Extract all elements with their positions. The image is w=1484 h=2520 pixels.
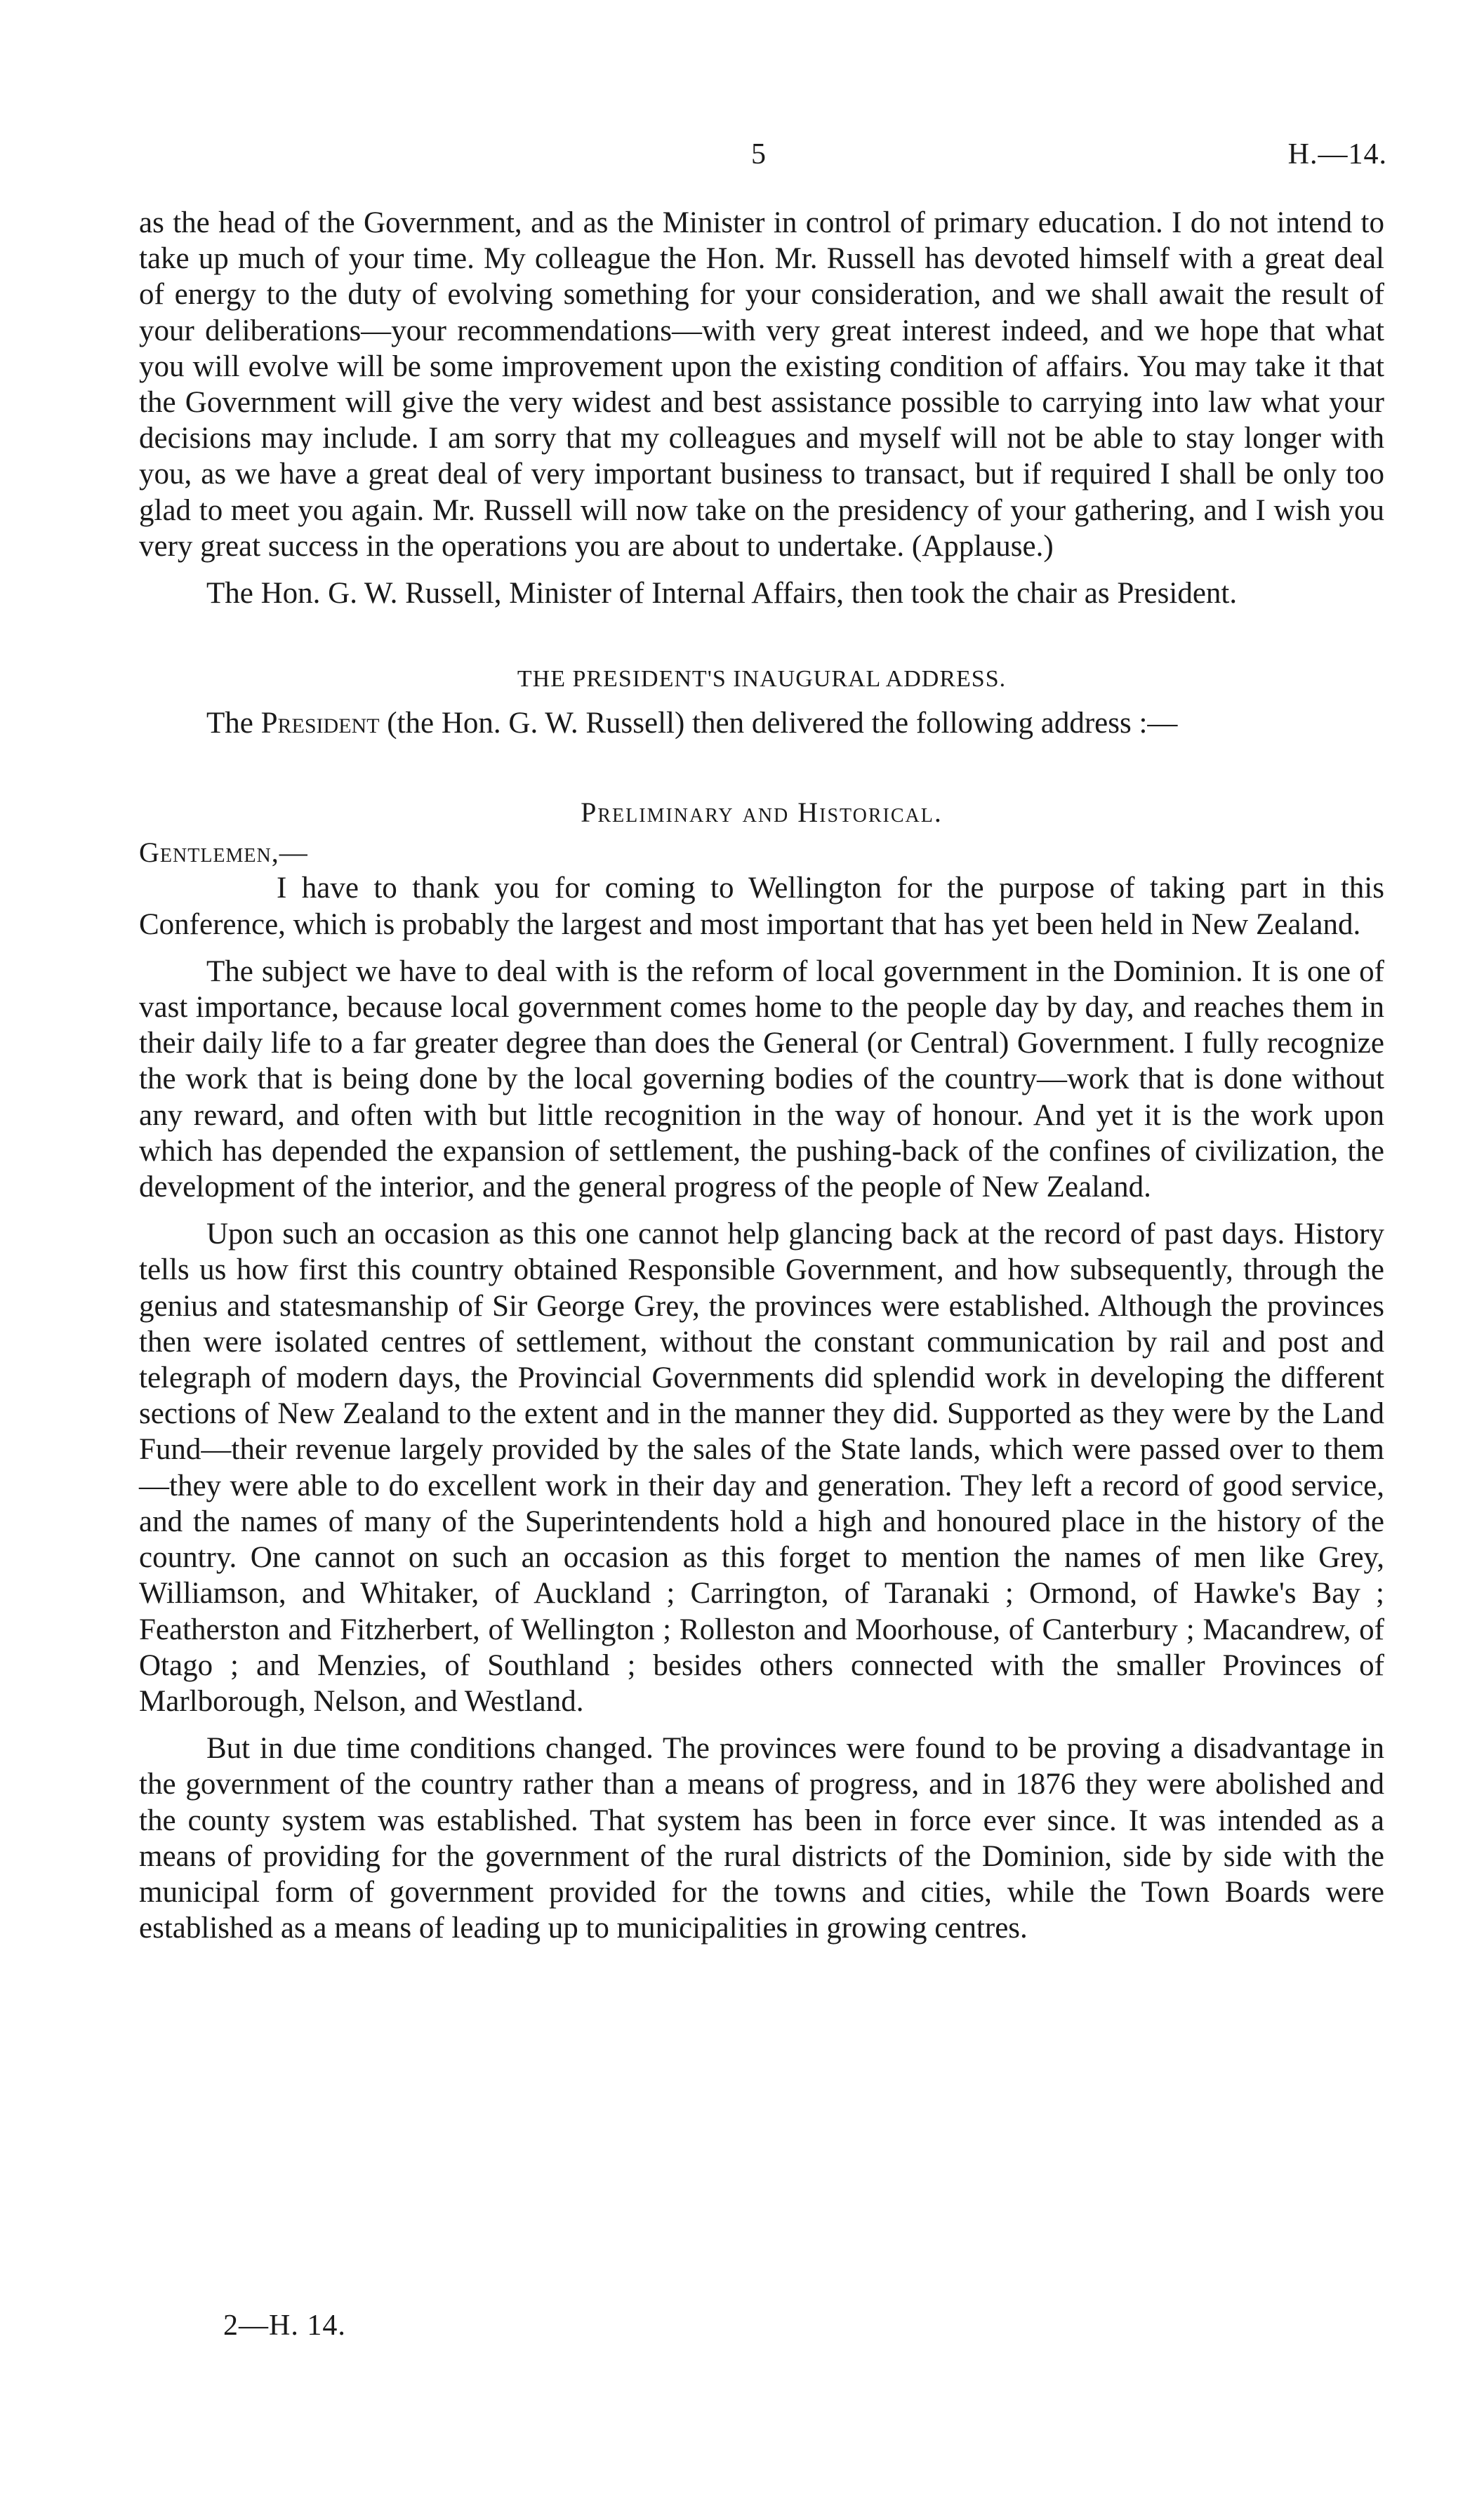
footer-signature: 2—H. 14. <box>223 2309 346 2342</box>
paragraph-history: Upon such an occasion as this one cannot help glancing back at the record of past days. History tells us how first this country obtained Responsible Government, and how subsequently, through the genius and statesmanship of Sir George Grey, the provinces were established. Although the provinces then were isolated centres of settlement, without the constant communication by rail and post and telegraph of modern days, the Provincial Governments did splendid work in developing the different sections of New Zealand to the extent and in the manner they did. Supported as they were by the Land Fund—their revenue largely provided by the sales of the State lands, which were passed over to them—they were able to do excellent work in their day and generation. They left a record of good service, and the names of many of the Superintendents hold a high and honoured place in the history of the country. One cannot on such an occasion as this forget to mention the names of men like Grey, Williamson, and Whitaker, of Auckland ; Carrington, of Taranaki ; Ormond, of Hawke's Bay ; Featherston and Fitzherbert, of Wellington ; Rolleston and Moorhouse, of Canterbury ; Macandrew, of Otago ; and Menzies, of Southland ; besides others connected with the smaller Provinces of Marlborough, Nelson, and Westland. <box>139 1218 1384 1718</box>
paragraph-address-intro <box>139 705 1384 741</box>
president-smallcaps: President <box>260 707 380 740</box>
paragraph-subject: The subject we have to deal with is the reform of local government in the Dominion. It is one of vast importance, because local government comes home to the people day by day, and reaches them in their daily life to a far greater degree than does the General (or Central) Government. I fully recognize the work that is being done by the local governing bodies of the country—work that is done without any reward, and often with but little recognition in the way of honour. And yet it is the work upon which has depended the expansion of settlement, the pushing-back of the confines of civilization, the development of the interior, and the general progress of the people of New Zealand. <box>139 954 1384 1204</box>
paragraph-president-takes-chair: The Hon. G. W. Russell, Minister of Internal Affairs, then took the chair as President. <box>206 577 1238 611</box>
intro-rest: (the Hon. G. W. Russell) then delivered the following address :— <box>387 707 1178 740</box>
text-column <box>139 205 1384 1946</box>
page-number: 5 <box>751 138 766 171</box>
section-heading: THE PRESIDENT'S INAUGURAL ADDRESS. <box>517 666 1007 693</box>
paragraph-closing-remarks: as the head of the Government, and as the Minister in control of primary education. I do not intend to take up much of your time. My colleague the Hon. Mr. Russell has devoted himself with a great deal of energy to the duty of evolving something for your consideration, and we shall await the result of your deliberations—your recommendations—with very great interest indeed, and we hope that what you will evolve will be some improvement upon the existing condition of affairs. You may take it that the Government will give the very widest and best assistance possible to carrying into law what your decisions may include. I am sorry that my colleagues and myself will not be able to stay longer with you, as we have a great deal of very important business to transact, but if required I shall be only too glad to meet you again. Mr. Russell will now take on the presidency of your gathering, and I wish you very great success in the operations you are about to undertake. (Applause.) <box>139 206 1384 563</box>
subheading-preliminary: Preliminary and Historical. <box>581 796 943 829</box>
paragraph-thanks: I have to thank you for coming to Wellington for the purpose of taking part in this Conference, which is probably the largest and most important that has yet been held in New Zealand. <box>139 872 1384 941</box>
document-reference: H.—14. <box>1287 138 1387 171</box>
intro-lead: The <box>206 707 253 740</box>
paragraph-conditions-changed: But in due time conditions changed. The provinces were found to be proving a disadvantage in the government of the country rather than a means of progress, and in 1876 they were abolished and the county system was established. That system has been in force ever since. It was intended as a means of providing for the government of the rural districts of the Dominion, side by side with the municipal form of government provided for the towns and cities, while the Town Boards were established as a means of leading up to municipalities in growing centres. <box>139 1732 1384 1945</box>
salutation: Gentlemen,— <box>139 836 308 869</box>
